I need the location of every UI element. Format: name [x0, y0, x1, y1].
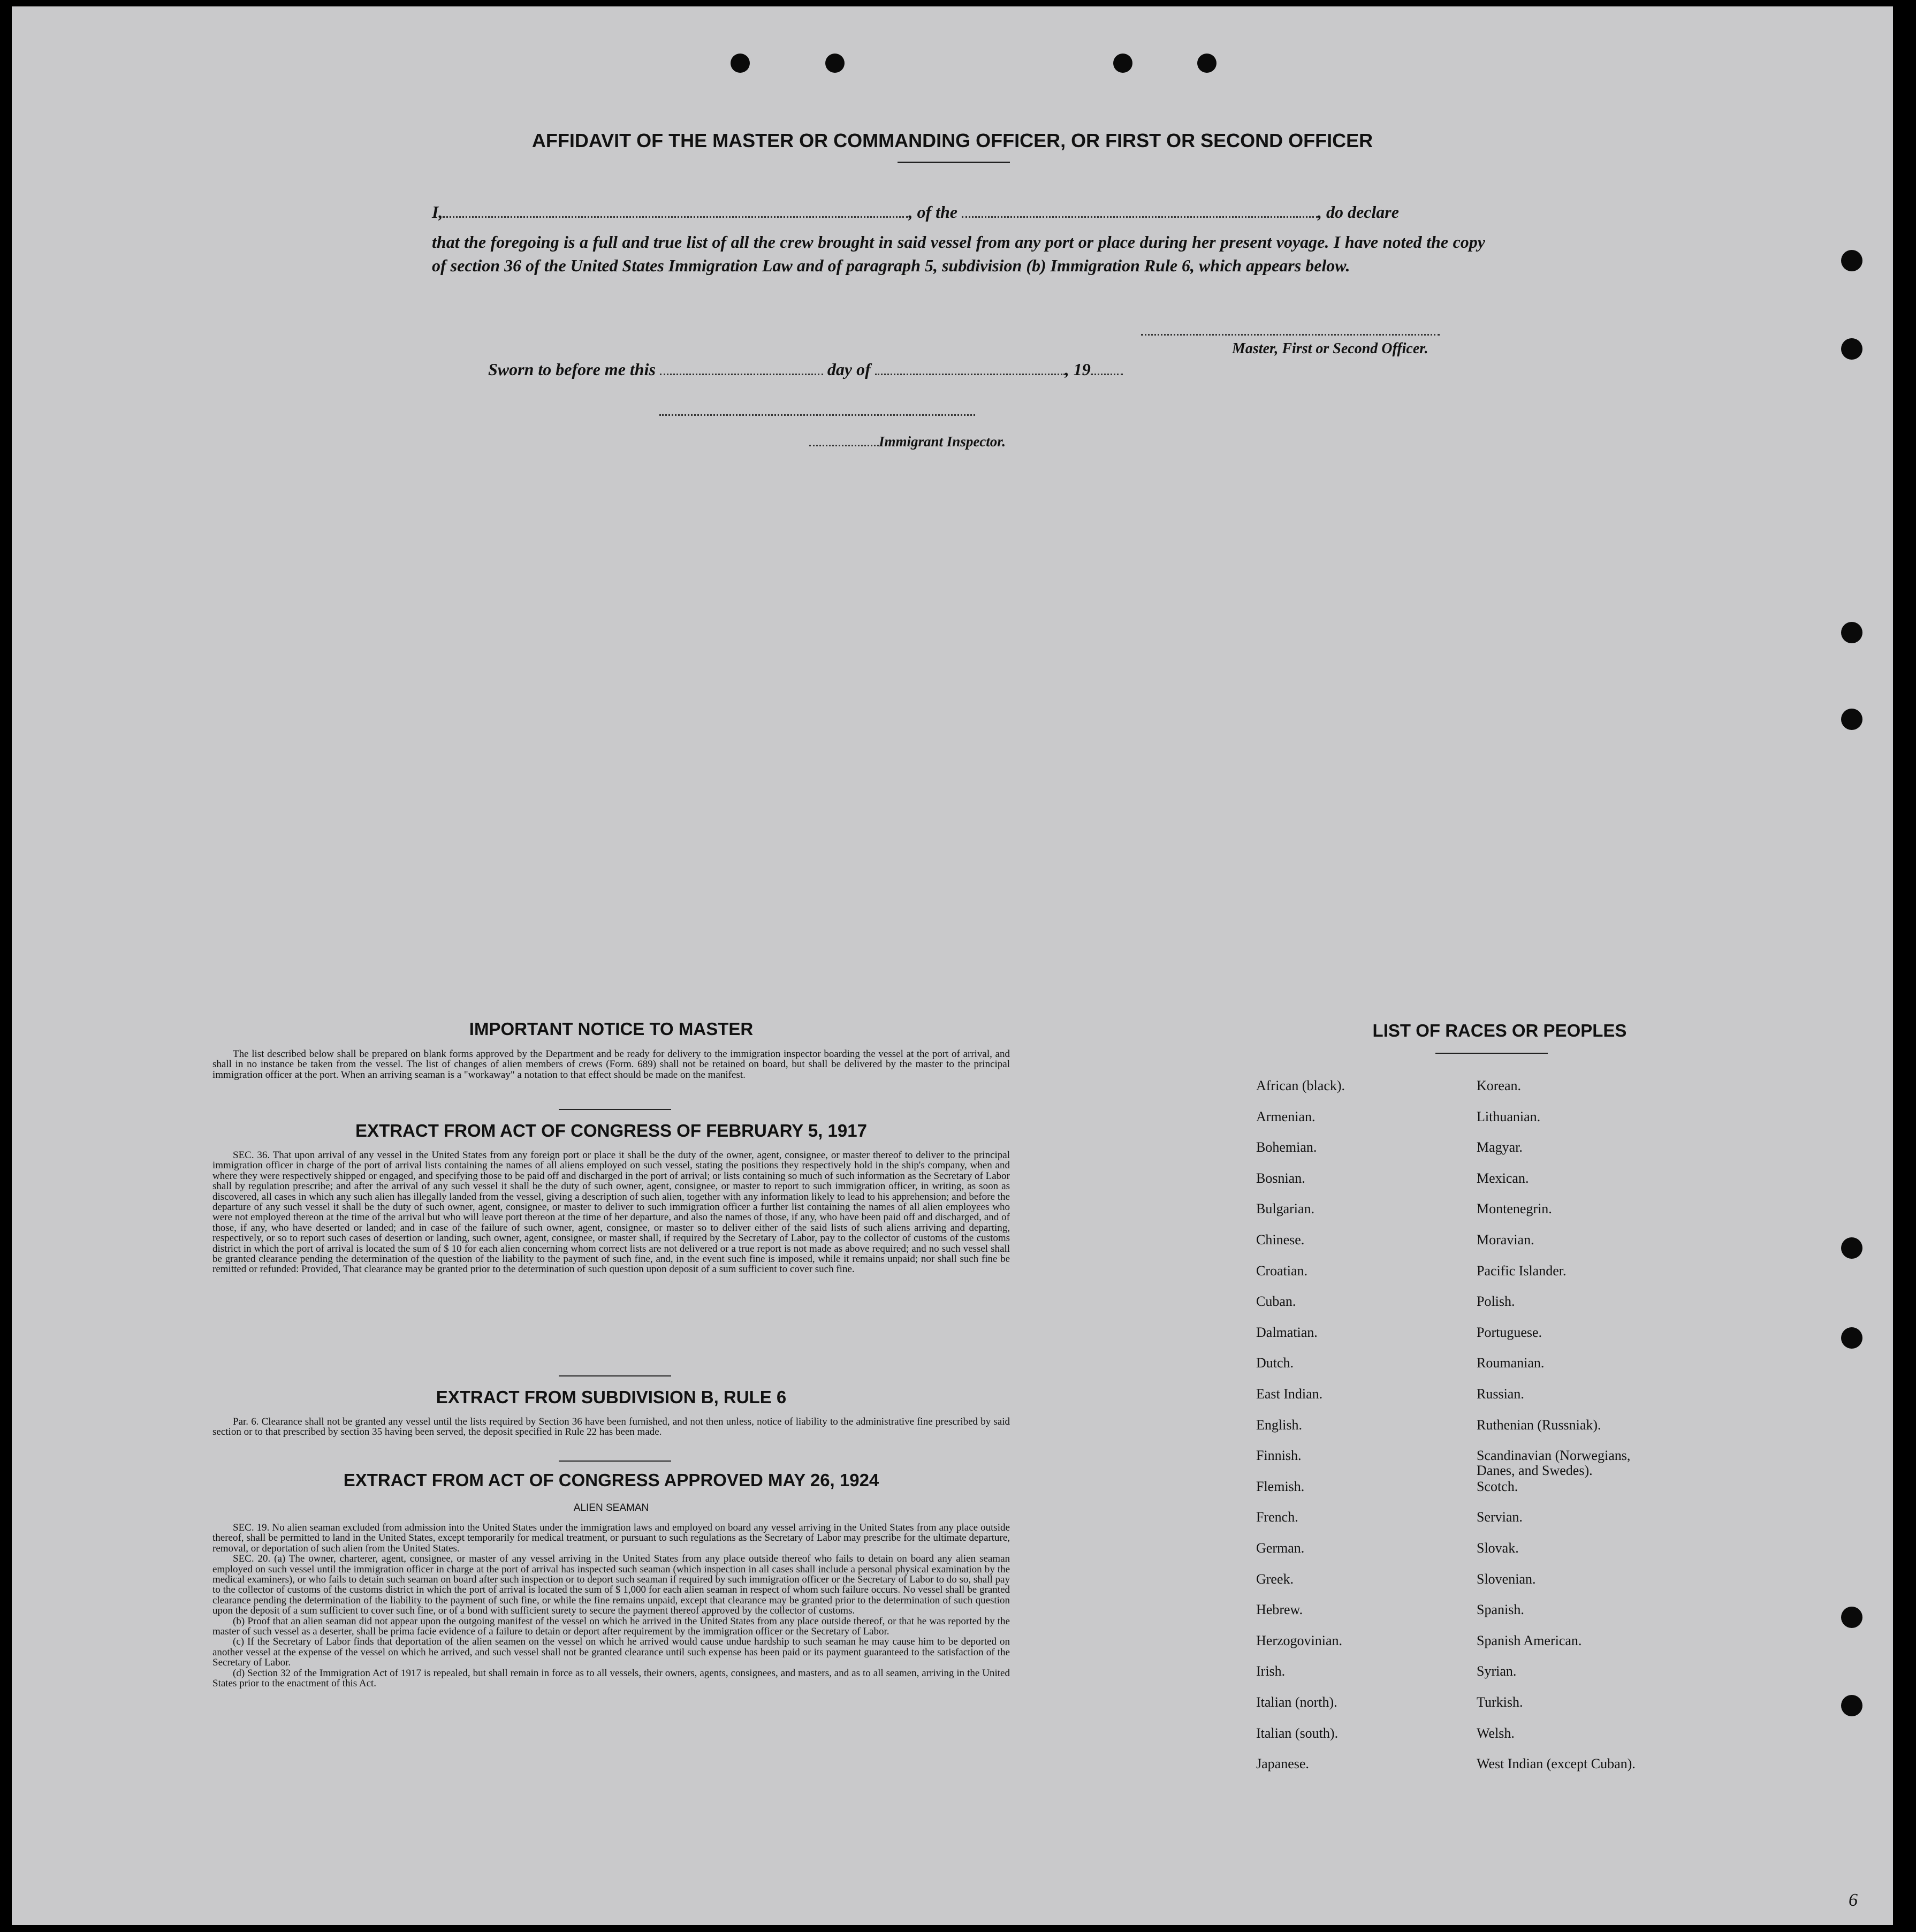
do-declare-label: , do declare: [1318, 202, 1399, 222]
extract-rule6-title: EXTRACT FROM SUBDIVISION B, RULE 6: [436, 1387, 787, 1407]
punch-hole: [1841, 1327, 1862, 1349]
vessel-name-field[interactable]: [962, 206, 1318, 218]
declarant-label: I,: [432, 202, 443, 222]
section-divider: [559, 1375, 671, 1376]
race-item-left: Flemish.: [1256, 1478, 1305, 1494]
race-item-right: Roumanian.: [1477, 1355, 1545, 1371]
sworn-line: [488, 360, 1123, 379]
punch-hole: [1841, 250, 1862, 271]
race-item-right: Syrian.: [1477, 1663, 1517, 1679]
race-item-left: Bosnian.: [1256, 1170, 1305, 1186]
extract-1917-title: EXTRACT FROM ACT OF CONGRESS OF FEBRUARY 5, 1917: [355, 1121, 867, 1140]
par-6-paragraph: Par. 6. Clearance shall not be granted any vessel until the lists required by Section 36 have been furnished, and not then unless, notice of liability to the administrative fine prescribed by said section or to that prescribed by section 35 having been served, the deposit specified in Rule 22 has been made.: [212, 1416, 1010, 1438]
declarant-name-field[interactable]: [443, 206, 908, 218]
race-item-left: French.: [1256, 1509, 1298, 1525]
sec-20a-paragraph: SEC. 20. (a) The owner, charterer, agent, consignee, or master of any vessel arriving in the United States from any place outside thereof who fails to detain on board any alien seaman employed on such vessel until the immigration officer in charge at the port of arrival has inspected such seaman (which inspection in all cases shall include a personal physical examination by the medical examiners), or who fails to detain such seaman on board after such inspection or to deport such seaman if required by such immigration officer or the Secretary of Labor to do so, shall pay to the collector of customs of the customs district in which the port of arrival is located the sum of $ 1,000 for each alien seaman in respect of whom such failure occurs. No vessel shall be granted clearance pending the determination of the liability to the payment of such fine, or while the fine remains unpaid, except that clearance may be granted prior to the determination of such question upon the deposit of a sum sufficient to cover such fine, or of a bond with sufficient surety to secure the payment thereof approved by the collector of customs.: [212, 1553, 1010, 1617]
affidavit-title: AFFIDAVIT OF THE MASTER OR COMMANDING OFFICER, OR FIRST OR SECOND OFFICER: [531, 130, 1373, 151]
race-item-right: Russian.: [1477, 1386, 1524, 1402]
punch-hole: [731, 54, 750, 73]
race-item-left: Cuban.: [1256, 1294, 1296, 1310]
punch-hole: [825, 54, 845, 73]
races-title: LIST OF RACES OR PEOPLES: [1372, 1021, 1627, 1040]
race-item-right: Portuguese.: [1477, 1324, 1542, 1340]
sec-19-paragraph: SEC. 19. No alien seaman excluded from admission into the United States under the immigration laws and employed on board any vessel arriving in the United States from any place outside thereof, shall be permitted to land in the United States, except temporarily for medical treatment, or pursuant to such regulations as the Secretary of Labor may prescribe for the ultimate departure, removal, or deportation of such alien from the United States.: [212, 1522, 1010, 1554]
notice-paragraph: The list described below shall be prepared on blank forms approved by the Department and be ready for delivery to the immigration inspector boarding the vessel at the port of arrival, and shall in no instance be taken from the vessel. The list of changes of alien members of crews (Form. 689) shall not be retained on board, but shall be delivered by the master to the principal immigration officer at the port. When an arriving seaman is a "workaway" a notation to that effect should be made on the manifest.: [212, 1048, 1010, 1081]
master-signature-label: Master, First or Second Officer.: [1232, 340, 1428, 357]
extract-1924-title: EXTRACT FROM ACT OF CONGRESS APPROVED MAY 26, 1924: [343, 1470, 879, 1490]
race-item-left: Italian (north).: [1256, 1694, 1337, 1710]
extract-1924-body: [212, 1523, 1010, 1689]
sec-20d-paragraph: (d) Section 32 of the Immigration Act of 1917 is repealed, but shall remain in force as to all vessels, their owners, agents, consignees, and masters, and as to all seamen, arriving in the United States prior to the enactment of this Act.: [212, 1667, 1010, 1690]
race-item-left: Finnish.: [1256, 1448, 1302, 1464]
race-item-right: Montenegrin.: [1477, 1201, 1552, 1217]
sec-20b-paragraph: (b) Proof that an alien seaman did not appear upon the outgoing manifest of the vessel on which he arrived in the United States from any place outside thereof, or that he was reported by the master of such vessel as a deserter, shall be prima facie evidence of a failure to detain or deport after requirement by the immigration officer or the Secretary of Labor.: [212, 1615, 1010, 1638]
affidavit-first-line: [432, 200, 1485, 224]
race-item-right: Welsh.: [1477, 1725, 1515, 1741]
inspector-label: Immigrant Inspector.: [879, 433, 1006, 450]
punch-hole: [1841, 1695, 1862, 1716]
race-item-left: German.: [1256, 1540, 1305, 1556]
inspector-dots: [809, 437, 879, 446]
race-item-right: Pacific Islander.: [1477, 1262, 1567, 1279]
day-of-label: day of: [827, 360, 871, 379]
page-number: 6: [1849, 1890, 1858, 1910]
punch-hole: [1197, 54, 1216, 73]
race-item-right: Spanish American.: [1477, 1632, 1582, 1648]
inspector-signature-line[interactable]: [659, 414, 975, 416]
race-item-right: Turkish.: [1477, 1694, 1523, 1710]
notice-title: IMPORTANT NOTICE TO MASTER: [469, 1019, 754, 1039]
section-divider: [559, 1461, 671, 1462]
race-item-right: Mexican.: [1477, 1170, 1529, 1186]
extract-rule6-body: [212, 1417, 1010, 1437]
race-item-right: Slovenian.: [1477, 1571, 1536, 1587]
punch-hole: [1841, 1237, 1862, 1259]
race-item-right: Korean.: [1477, 1078, 1522, 1093]
race-item-left: Herzogovinian.: [1256, 1632, 1343, 1648]
year-label: , 19: [1065, 360, 1091, 379]
race-item-right: Scandinavian (Norwegians, Danes, and Swedes).: [1477, 1448, 1631, 1479]
race-item-left: English.: [1256, 1417, 1302, 1433]
race-item-right: West Indian (except Cuban).: [1477, 1756, 1636, 1772]
notice-body: [212, 1049, 1010, 1080]
race-item-right: Spanish.: [1477, 1602, 1524, 1618]
race-item-left: Chinese.: [1256, 1232, 1305, 1248]
sworn-day-field[interactable]: [660, 363, 823, 375]
punch-hole: [1113, 54, 1132, 73]
race-item-left: Croatian.: [1256, 1262, 1308, 1279]
race-item-right: Slovak.: [1477, 1540, 1519, 1556]
race-item-left: Italian (south).: [1256, 1725, 1339, 1741]
sec-20c-paragraph: (c) If the Secretary of Labor finds that deportation of the alien seamen on the vessel on which he arrived would cause undue hardship to such seaman he may cause him to be deported on another vessel at the expense of the vessel on which he arrived, and such vessel shall not be granted clearance until such expense has been paid or its payment guaranteed to the satisfaction of the Secretary of Labor.: [212, 1636, 1010, 1669]
race-item-left: Armenian.: [1256, 1108, 1316, 1124]
race-item-left: Dutch.: [1256, 1355, 1294, 1371]
sworn-year-field[interactable]: [1091, 363, 1123, 375]
race-item-left: Irish.: [1256, 1663, 1286, 1679]
race-item-right: Polish.: [1477, 1294, 1515, 1310]
race-item-right: Ruthenian (Russniak).: [1477, 1417, 1601, 1433]
sworn-label: Sworn to before me this: [488, 360, 656, 379]
race-item-left: Greek.: [1256, 1571, 1294, 1587]
sworn-month-field[interactable]: [875, 363, 1065, 375]
of-the-label: , of the: [908, 202, 957, 222]
document-page: [12, 6, 1893, 1925]
race-item-left: Bulgarian.: [1256, 1201, 1315, 1217]
master-signature-line[interactable]: [1141, 334, 1440, 336]
title-divider: [898, 162, 1010, 163]
race-item-right: Magyar.: [1477, 1139, 1523, 1155]
punch-hole: [1841, 1607, 1862, 1628]
punch-hole: [1841, 338, 1862, 360]
race-item-right: Moravian.: [1477, 1232, 1534, 1248]
extract-1917-body: [212, 1150, 1010, 1275]
race-item-right: Lithuanian.: [1477, 1108, 1541, 1124]
race-item-left: Dalmatian.: [1256, 1324, 1318, 1340]
race-item-left: East Indian.: [1256, 1386, 1323, 1402]
alien-seaman-subtitle: ALIEN SEAMAN: [573, 1502, 649, 1513]
race-item-right: Servian.: [1477, 1509, 1523, 1525]
punch-hole: [1841, 709, 1862, 730]
races-divider: [1435, 1053, 1548, 1054]
inspector-signature: [809, 433, 1006, 450]
race-item-left: African (black).: [1256, 1078, 1345, 1093]
race-item-left: Hebrew.: [1256, 1602, 1303, 1618]
race-item-left: Japanese.: [1256, 1756, 1309, 1772]
sec-36-paragraph: SEC. 36. That upon arrival of any vessel in the United States from any foreign port or place it shall be the duty of the owner, agent, consignee, or master thereof to deliver to the principal immigration officer in charge of the port of arrival lists containing the names of all aliens employed on such vessel, stating the positions they respectively hold in the ship's company, when and where they were respectively shipped or engaged, and specifying those to be paid off and discharged in the port of arrival; or lists containing so much of such information as the Secretary of Labor shall by regulation prescribe; and after the arrival of any such vessel it shall be the duty of such owner, agent, consignee, or master to report to such immigration officer, in writing, as soon as discovered, all cases in which any such alien has illegally landed from the vessel, giving a description of such alien, together with any information likely to lead to his apprehension; and before the departure of any such vessel it shall be the duty of such owner, agent, consignee, or master to deliver to such immigration officer a further list containing the names of all alien employees who were not employed thereon at the time of the arrival but who will leave port thereon at the time of her departure, and also the names of those, if any, who have been paid off and discharged, and of those, if any, who have deserted or landed; and in case of the failure of such owner, agent, consignee, or master so to deliver either of the said lists of such aliens arriving and departing, respectively, or so to report such cases of desertion or landing, such owner, agent, consignee, or master shall, if required by the Secretary of Labor, pay to the collector of customs of the customs district in which the port of arrival is located the sum of $ 10 for each alien concerning whom correct lists are not delivered or a true report is not made as above required; and no such vessel shall be granted clearance pending the determination of the question of the liability to the payment of such fine, and, in the event such fine is imposed, while it remains unpaid; nor shall such fine be remitted or refunded: Provided, That clearance may be granted prior to the determination of such question upon deposit of a sum sufficient to cover such fine.: [212, 1150, 1010, 1275]
affidavit-body: that the foregoing is a full and true list of all the crew brought in said vessel from any port or place during her present voyage. I have noted the copy of section 36 of the United States Immigration Law and of paragraph 5, subdivision (b) Immigration Rule 6, which appears below.: [432, 232, 1485, 275]
race-item-right: Scotch.: [1477, 1478, 1518, 1494]
section-divider: [559, 1109, 671, 1110]
race-item-left: Bohemian.: [1256, 1139, 1317, 1155]
punch-hole: [1841, 622, 1862, 643]
